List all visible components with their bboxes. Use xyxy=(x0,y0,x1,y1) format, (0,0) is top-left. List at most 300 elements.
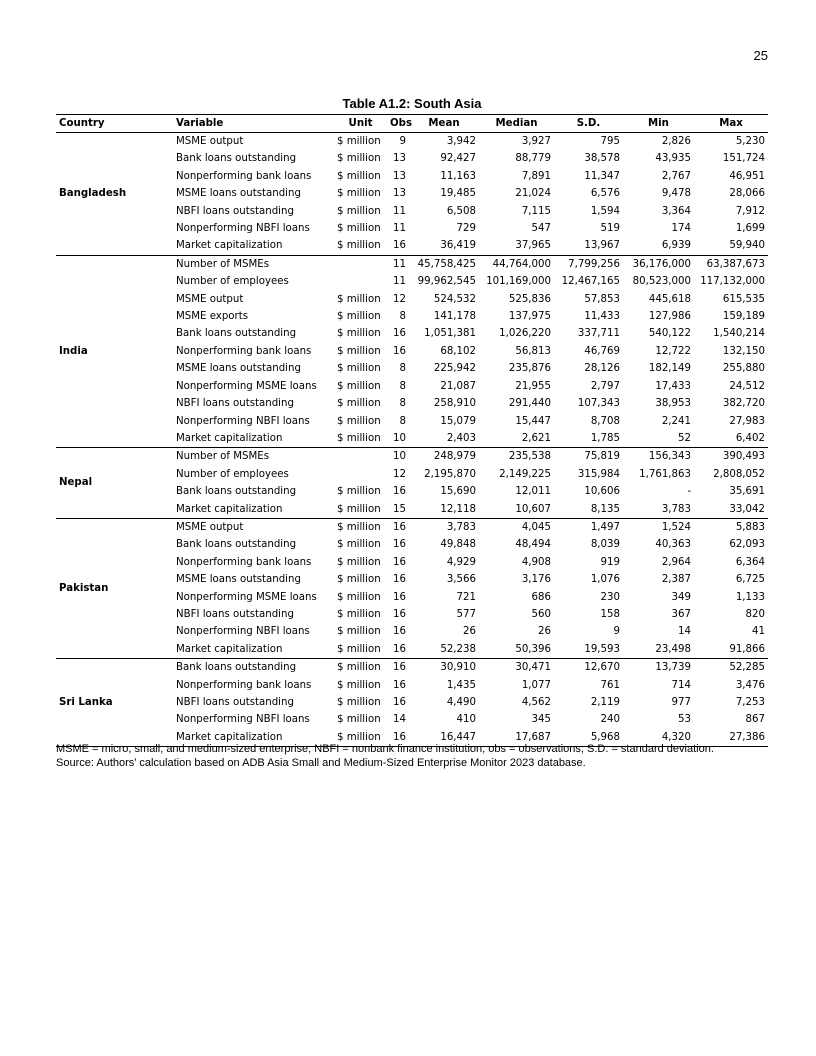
max-cell: 62,093 xyxy=(729,539,765,551)
sd-cell: 8,039 xyxy=(590,539,620,551)
obs-cell: 8 xyxy=(399,380,406,392)
variable-cell: Market capitalization xyxy=(173,501,334,519)
variable-cell: Nonperforming bank loans xyxy=(176,345,312,357)
mean-cell: 141,178 xyxy=(433,311,476,323)
country-cell: Bangladesh xyxy=(56,133,173,256)
sd-cell: 11,347 xyxy=(584,170,620,182)
unit-cell: $ million xyxy=(337,380,381,392)
header-row xyxy=(56,115,768,133)
min-cell: 43,935 xyxy=(655,153,691,165)
median-cell: 525,836 xyxy=(508,293,551,305)
mean-cell: 225,942 xyxy=(433,363,476,375)
obs-cell: 16 xyxy=(393,626,406,638)
abbreviations-note: MSME = micro, small, and medium-sized enterprise; NBFI = nonbank finance institution; obs = observations; S.D. = standard deviation. xyxy=(56,743,714,755)
median-cell: 30,471 xyxy=(515,662,551,674)
header-min: Min xyxy=(623,115,694,133)
sd-cell: 75,819 xyxy=(584,451,620,463)
mean-cell: 410 xyxy=(456,714,476,726)
mean-cell: 45,758,425 xyxy=(417,258,476,270)
min-cell: 12,722 xyxy=(655,345,691,357)
unit-cell: $ million xyxy=(334,430,387,448)
min-cell: 2,241 xyxy=(661,415,691,427)
variable-cell: MSME exports xyxy=(176,311,249,323)
obs-cell: 11 xyxy=(393,205,406,217)
unit-cell: $ million xyxy=(337,345,381,357)
table-row xyxy=(56,255,768,273)
max-cell: 117,132,000 xyxy=(700,276,765,288)
median-cell: 137,975 xyxy=(508,311,551,323)
min-cell: 1,524 xyxy=(661,521,691,533)
max-cell: 820 xyxy=(745,608,765,620)
mean-cell: 6,508 xyxy=(446,205,476,217)
median-cell: 50,396 xyxy=(479,641,554,659)
max-cell: 3,476 xyxy=(735,679,765,691)
table-title: Table A1.2: South Asia xyxy=(342,96,482,111)
statistics-table xyxy=(56,114,768,747)
max-cell: 46,951 xyxy=(729,170,765,182)
unit-cell: $ million xyxy=(337,328,381,340)
median-cell: 48,494 xyxy=(515,539,551,551)
unit-cell: $ million xyxy=(337,714,381,726)
sd-cell: 19,593 xyxy=(554,641,623,659)
unit-cell xyxy=(334,273,387,290)
variable-cell: Nonperforming NBFI loans xyxy=(176,626,310,638)
country-cell: Pakistan xyxy=(56,518,173,658)
sd-cell: 12,670 xyxy=(584,662,620,674)
max-cell: 867 xyxy=(745,714,765,726)
max-cell: 28,066 xyxy=(729,188,765,200)
median-cell: 37,965 xyxy=(479,237,554,255)
sd-cell: 57,853 xyxy=(584,293,620,305)
sd-cell: 2,119 xyxy=(590,697,620,708)
median-cell: 4,908 xyxy=(521,556,551,568)
min-cell: 2,387 xyxy=(661,574,691,586)
median-cell: 10,607 xyxy=(479,501,554,519)
variable-cell: Nonperforming MSME loans xyxy=(176,591,317,603)
max-cell: 390,493 xyxy=(722,451,765,463)
mean-cell: 11,163 xyxy=(440,170,476,182)
min-cell: 52 xyxy=(623,430,694,448)
min-cell: 3,364 xyxy=(661,205,691,217)
min-cell: 40,363 xyxy=(655,539,691,551)
mean-cell: 21,087 xyxy=(440,380,476,392)
sd-cell: 1,594 xyxy=(590,205,620,217)
obs-cell: 8 xyxy=(399,415,406,427)
obs-cell: 16 xyxy=(393,486,406,498)
max-cell: 52,285 xyxy=(729,662,765,674)
min-cell: 349 xyxy=(671,591,691,603)
sd-cell: 919 xyxy=(600,556,620,568)
sd-cell: 7,799,256 xyxy=(568,258,620,270)
max-cell: 6,364 xyxy=(735,556,765,568)
obs-cell: 16 xyxy=(387,641,409,659)
mean-cell: 248,979 xyxy=(433,451,476,463)
median-cell: 235,876 xyxy=(508,363,551,375)
median-cell: 1,077 xyxy=(521,679,551,691)
table-notes xyxy=(56,742,746,770)
sd-cell: 1,497 xyxy=(590,521,620,533)
obs-cell: 12 xyxy=(393,468,406,480)
mean-cell: 1,051,381 xyxy=(424,328,476,340)
country-cell: Sri Lanka xyxy=(56,659,173,747)
unit-cell: $ million xyxy=(334,729,387,747)
variable-cell: Bank loans outstanding xyxy=(176,486,297,498)
mean-cell: 4,490 xyxy=(446,697,476,708)
median-cell: 2,621 xyxy=(479,430,554,448)
mean-cell: 2,403 xyxy=(409,430,479,448)
table-body xyxy=(56,133,768,747)
min-cell: 13,739 xyxy=(655,662,691,674)
median-cell: 12,011 xyxy=(515,486,551,498)
mean-cell: 92,427 xyxy=(440,153,476,165)
max-cell: 6,725 xyxy=(735,574,765,586)
min-cell: 174 xyxy=(671,223,691,235)
variable-cell: NBFI loans outstanding xyxy=(176,205,294,217)
variable-cell: NBFI loans outstanding xyxy=(176,398,294,410)
mean-cell: 729 xyxy=(456,223,476,235)
unit-cell xyxy=(334,466,387,483)
unit-cell: $ million xyxy=(337,521,381,533)
min-cell: 3,783 xyxy=(623,501,694,519)
min-cell: 2,767 xyxy=(661,170,691,182)
obs-cell: 16 xyxy=(393,608,406,620)
header-mean: Mean xyxy=(409,115,479,133)
min-cell: 367 xyxy=(671,608,691,620)
max-cell: 27,983 xyxy=(729,415,765,427)
mean-cell: 16,447 xyxy=(409,729,479,747)
mean-cell: 15,690 xyxy=(440,486,476,498)
sd-cell: 315,984 xyxy=(577,468,620,480)
sd-cell: 8,708 xyxy=(590,415,620,427)
obs-cell: 10 xyxy=(393,451,406,463)
median-cell: 345 xyxy=(531,714,551,726)
obs-cell: 11 xyxy=(393,276,406,288)
unit-cell: $ million xyxy=(337,486,381,498)
obs-cell: 14 xyxy=(393,714,406,726)
max-cell: 615,535 xyxy=(722,293,765,305)
obs-cell: 11 xyxy=(393,223,406,235)
obs-cell: 16 xyxy=(393,345,406,357)
header-obs: Obs xyxy=(387,115,409,133)
min-cell: 4,320 xyxy=(623,729,694,747)
variable-cell: Nonperforming bank loans xyxy=(176,170,312,182)
sd-cell: 1,785 xyxy=(554,430,623,448)
min-cell: 156,343 xyxy=(648,451,691,463)
sd-cell: 2,797 xyxy=(590,380,620,392)
median-cell: 17,687 xyxy=(479,729,554,747)
mean-cell: 258,910 xyxy=(433,398,476,410)
median-cell: 4,045 xyxy=(521,521,551,533)
min-cell: 2,826 xyxy=(661,136,691,147)
obs-cell: 16 xyxy=(387,729,409,747)
obs-cell: 12 xyxy=(393,293,406,305)
max-cell: 159,189 xyxy=(722,311,765,323)
min-cell: - xyxy=(687,486,691,498)
variable-cell: Nonperforming NBFI loans xyxy=(176,223,310,235)
variable-cell: Bank loans outstanding xyxy=(176,539,297,551)
sd-cell: 158 xyxy=(600,608,620,620)
mean-cell: 19,485 xyxy=(440,188,476,200)
min-cell: 9,478 xyxy=(661,188,691,200)
median-cell: 686 xyxy=(531,591,551,603)
median-cell: 235,538 xyxy=(508,451,551,463)
max-cell: 24,512 xyxy=(729,380,765,392)
max-cell: 151,724 xyxy=(722,153,765,165)
obs-cell: 16 xyxy=(393,556,406,568)
min-cell: 17,433 xyxy=(655,380,691,392)
min-cell: 445,618 xyxy=(648,293,691,305)
obs-cell: 16 xyxy=(393,539,406,551)
max-cell: 41 xyxy=(752,626,765,638)
sd-cell: 13,967 xyxy=(554,237,623,255)
obs-cell: 8 xyxy=(399,311,406,323)
unit-cell: $ million xyxy=(337,188,381,200)
mean-cell: 3,783 xyxy=(446,521,476,533)
header-variable: Variable xyxy=(173,115,334,133)
mean-cell: 30,910 xyxy=(440,662,476,674)
unit-cell: $ million xyxy=(337,662,381,674)
sd-cell: 6,576 xyxy=(590,188,620,200)
sd-cell: 9 xyxy=(613,626,620,638)
max-cell: 2,808,052 xyxy=(713,468,765,480)
mean-cell: 15,079 xyxy=(440,415,476,427)
variable-cell: MSME output xyxy=(176,136,244,147)
sd-cell: 28,126 xyxy=(584,363,620,375)
median-cell: 2,149,225 xyxy=(499,468,551,480)
max-cell: 255,880 xyxy=(722,363,765,375)
mean-cell: 12,118 xyxy=(409,501,479,519)
sd-cell: 761 xyxy=(600,679,620,691)
mean-cell: 3,566 xyxy=(446,574,476,586)
min-cell: 2,964 xyxy=(661,556,691,568)
unit-cell xyxy=(334,255,387,273)
min-cell: 36,176,000 xyxy=(632,258,691,270)
mean-cell: 3,942 xyxy=(446,136,476,147)
variable-cell: MSME loans outstanding xyxy=(176,574,301,586)
unit-cell: $ million xyxy=(337,136,381,147)
min-cell: 6,939 xyxy=(623,237,694,255)
median-cell: 1,026,220 xyxy=(499,328,551,340)
min-cell: 714 xyxy=(671,679,691,691)
unit-cell: $ million xyxy=(337,153,381,165)
sd-cell: 337,711 xyxy=(577,328,620,340)
median-cell: 21,955 xyxy=(515,380,551,392)
obs-cell: 10 xyxy=(387,430,409,448)
variable-cell: Nonperforming bank loans xyxy=(176,556,312,568)
obs-cell: 13 xyxy=(393,170,406,182)
mean-cell: 4,929 xyxy=(446,556,476,568)
min-cell: 53 xyxy=(678,714,691,726)
obs-cell: 16 xyxy=(393,697,406,708)
table-row xyxy=(56,659,768,677)
mean-cell: 524,532 xyxy=(433,293,476,305)
unit-cell xyxy=(334,448,387,466)
header-unit: Unit xyxy=(334,115,387,133)
unit-cell: $ million xyxy=(337,398,381,410)
sd-cell: 11,433 xyxy=(584,311,620,323)
unit-cell: $ million xyxy=(337,223,381,235)
variable-cell: Nonperforming MSME loans xyxy=(176,380,317,392)
min-cell: 540,122 xyxy=(648,328,691,340)
max-cell: 382,720 xyxy=(722,398,765,410)
variable-cell: MSME loans outstanding xyxy=(176,363,301,375)
max-cell: 1,133 xyxy=(735,591,765,603)
unit-cell: $ million xyxy=(337,311,381,323)
unit-cell: $ million xyxy=(337,697,381,708)
sd-cell: 38,578 xyxy=(584,153,620,165)
unit-cell: $ million xyxy=(334,237,387,255)
header-country: Country xyxy=(56,115,173,133)
header-median: Median xyxy=(479,115,554,133)
unit-cell: $ million xyxy=(334,501,387,519)
obs-cell: 8 xyxy=(399,398,406,410)
variable-cell: Nonperforming NBFI loans xyxy=(176,714,310,726)
median-cell: 4,562 xyxy=(521,697,551,708)
table-row xyxy=(56,133,768,151)
median-cell: 7,891 xyxy=(521,170,551,182)
unit-cell: $ million xyxy=(337,679,381,691)
obs-cell: 11 xyxy=(393,258,406,270)
table-row xyxy=(56,448,768,466)
median-cell: 56,813 xyxy=(515,345,551,357)
header-sd: S.D. xyxy=(554,115,623,133)
obs-cell: 9 xyxy=(399,136,406,147)
page-number: 25 xyxy=(753,48,768,63)
variable-cell: MSME output xyxy=(176,293,244,305)
max-cell: 7,912 xyxy=(735,205,765,217)
sd-cell: 10,606 xyxy=(584,486,620,498)
min-cell: 182,149 xyxy=(648,363,691,375)
sd-cell: 5,968 xyxy=(554,729,623,747)
mean-cell: 2,195,870 xyxy=(424,468,476,480)
variable-cell: Bank loans outstanding xyxy=(176,153,297,165)
obs-cell: 16 xyxy=(387,237,409,255)
obs-cell: 16 xyxy=(393,521,406,533)
mean-cell: 99,962,545 xyxy=(417,276,476,288)
median-cell: 3,927 xyxy=(521,136,551,147)
min-cell: 23,498 xyxy=(623,641,694,659)
variable-cell: Number of MSMEs xyxy=(176,258,270,270)
unit-cell: $ million xyxy=(337,574,381,586)
max-cell: 91,866 xyxy=(694,641,768,659)
sd-cell: 230 xyxy=(600,591,620,603)
variable-cell: Number of employees xyxy=(176,276,289,288)
median-cell: 560 xyxy=(531,608,551,620)
unit-cell: $ million xyxy=(337,626,381,638)
sd-cell: 240 xyxy=(600,714,620,726)
variable-cell: Nonperforming NBFI loans xyxy=(176,415,310,427)
unit-cell: $ million xyxy=(337,205,381,217)
median-cell: 291,440 xyxy=(508,398,551,410)
sd-cell: 1,076 xyxy=(590,574,620,586)
mean-cell: 36,419 xyxy=(409,237,479,255)
variable-cell: Nonperforming bank loans xyxy=(176,679,312,691)
max-cell: 1,540,214 xyxy=(713,328,765,340)
unit-cell: $ million xyxy=(337,539,381,551)
mean-cell: 52,238 xyxy=(409,641,479,659)
median-cell: 101,169,000 xyxy=(486,276,551,288)
min-cell: 80,523,000 xyxy=(632,276,691,288)
sd-cell: 107,343 xyxy=(577,398,620,410)
variable-cell: Market capitalization xyxy=(173,641,334,659)
unit-cell: $ million xyxy=(337,415,381,427)
sd-cell: 519 xyxy=(600,223,620,235)
variable-cell: Bank loans outstanding xyxy=(176,328,297,340)
median-cell: 7,115 xyxy=(521,205,551,217)
header-max: Max xyxy=(694,115,768,133)
max-cell: 5,230 xyxy=(735,136,765,147)
obs-cell: 8 xyxy=(399,363,406,375)
mean-cell: 1,435 xyxy=(446,679,476,691)
min-cell: 977 xyxy=(671,697,691,708)
variable-cell: MSME output xyxy=(176,521,244,533)
table-row xyxy=(56,518,768,536)
unit-cell: $ million xyxy=(337,170,381,182)
obs-cell: 15 xyxy=(387,501,409,519)
obs-cell: 16 xyxy=(393,574,406,586)
median-cell: 26 xyxy=(538,626,551,638)
min-cell: 38,953 xyxy=(655,398,691,410)
table-header xyxy=(56,115,768,133)
unit-cell: $ million xyxy=(337,591,381,603)
min-cell: 127,986 xyxy=(648,311,691,323)
min-cell: 14 xyxy=(678,626,691,638)
mean-cell: 577 xyxy=(456,608,476,620)
max-cell: 1,699 xyxy=(735,223,765,235)
variable-cell: Bank loans outstanding xyxy=(176,662,297,674)
max-cell: 63,387,673 xyxy=(706,258,765,270)
unit-cell: $ million xyxy=(334,641,387,659)
unit-cell: $ million xyxy=(337,293,381,305)
variable-cell: MSME loans outstanding xyxy=(176,188,301,200)
source-note: Source: Authors’ calculation based on ADB Asia Small and Medium-Sized Enterprise Monitor 2023 database. xyxy=(56,757,586,769)
variable-cell: Number of MSMEs xyxy=(176,451,270,463)
obs-cell: 16 xyxy=(393,591,406,603)
unit-cell: $ million xyxy=(337,608,381,620)
max-cell: 7,253 xyxy=(735,697,765,708)
max-cell: 5,883 xyxy=(735,521,765,533)
mean-cell: 68,102 xyxy=(440,345,476,357)
country-cell: India xyxy=(56,255,173,447)
obs-cell: 16 xyxy=(393,328,406,340)
mean-cell: 721 xyxy=(456,591,476,603)
sd-cell: 46,769 xyxy=(584,345,620,357)
obs-cell: 16 xyxy=(393,662,406,674)
max-cell: 35,691 xyxy=(729,486,765,498)
country-cell: Nepal xyxy=(56,448,173,519)
obs-cell: 16 xyxy=(393,679,406,691)
mean-cell: 26 xyxy=(463,626,476,638)
variable-cell: NBFI loans outstanding xyxy=(176,608,294,620)
max-cell: 33,042 xyxy=(694,501,768,519)
mean-cell: 49,848 xyxy=(440,539,476,551)
median-cell: 88,779 xyxy=(515,153,551,165)
min-cell: 1,761,863 xyxy=(639,468,691,480)
median-cell: 21,024 xyxy=(515,188,551,200)
variable-cell: Number of employees xyxy=(176,468,289,480)
variable-cell: Market capitalization xyxy=(173,237,334,255)
max-cell: 6,402 xyxy=(694,430,768,448)
variable-cell: Market capitalization xyxy=(173,430,334,448)
max-cell: 27,386 xyxy=(694,729,768,747)
unit-cell: $ million xyxy=(337,363,381,375)
obs-cell: 13 xyxy=(393,188,406,200)
obs-cell: 13 xyxy=(393,153,406,165)
max-cell: 59,940 xyxy=(694,237,768,255)
median-cell: 44,764,000 xyxy=(492,258,551,270)
variable-cell: NBFI loans outstanding xyxy=(176,697,294,708)
median-cell: 3,176 xyxy=(521,574,551,586)
